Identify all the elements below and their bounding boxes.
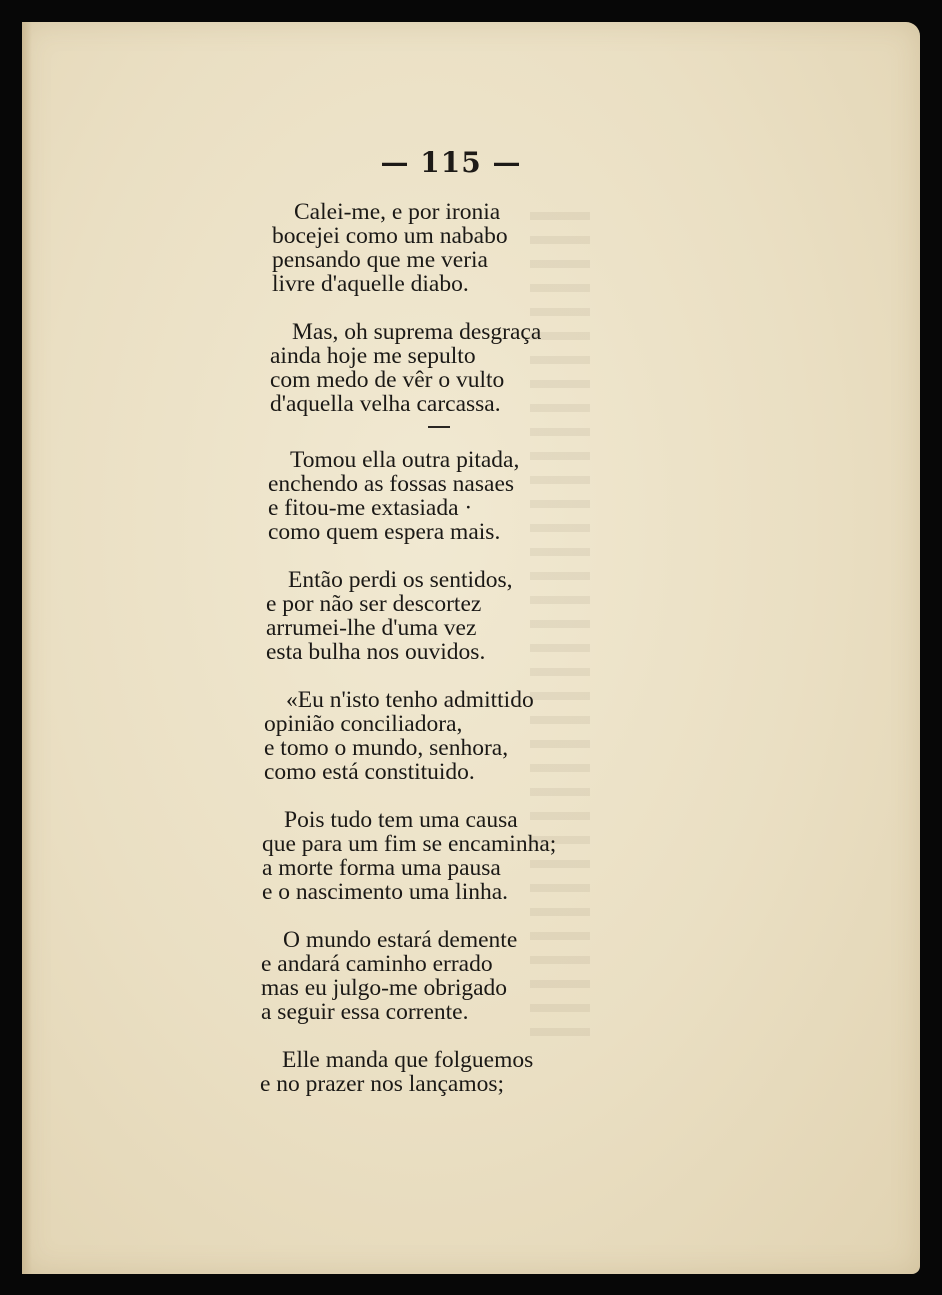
verse-line: Calei-me, e por ironia [294, 199, 501, 225]
verse-line: Mas, oh suprema desgraça [292, 319, 542, 345]
verse-line: como está constituido. [264, 759, 475, 785]
verse-line: Pois tudo tem uma causa [284, 807, 518, 833]
verse-line: e andará caminho errado [261, 951, 493, 977]
verse-line: e o nascimento uma linha. [262, 879, 509, 905]
verse-line: bocejei como um nababo [272, 223, 508, 249]
verse-line: livre d'aquelle diabo. [272, 271, 469, 297]
poem-body [260, 199, 706, 1120]
verse-line: O mundo estará demente [283, 927, 518, 953]
stanza [260, 1048, 706, 1096]
verse-line: Então perdi os sentidos, [288, 567, 513, 593]
verse-line: esta bulha nos ouvidos. [266, 639, 486, 665]
verse-line: e no prazer nos lançamos; [260, 1071, 505, 1097]
verse-line: Elle manda que folguemos [282, 1047, 534, 1073]
stanza [268, 448, 706, 544]
verse-line: d'aquella velha carcassa. [270, 391, 501, 417]
stanza [261, 928, 706, 1024]
stanza [272, 200, 706, 296]
paper-page [22, 22, 920, 1274]
page-gutter [22, 22, 32, 1274]
stanza [266, 568, 706, 664]
verse-line: opinião conciliadora, [264, 711, 463, 737]
verse-line: mas eu julgo-me obrigado [261, 975, 508, 1001]
verse-line: Tomou ella outra pitada, [290, 447, 520, 473]
page-number-header [22, 146, 920, 179]
verse-line: e tomo o mundo, senhora, [264, 735, 509, 761]
verse-line: com medo de vêr o vulto [270, 367, 505, 393]
stanza [264, 688, 706, 784]
verse-line: a seguir essa corrente. [261, 999, 469, 1025]
verse-line: que para um fim se encaminha; [262, 831, 557, 857]
verse-line: e fitou-me extasiada · [268, 495, 473, 521]
verse-line: e por não ser descortez [266, 591, 482, 617]
verse-line: arrumei-lhe d'uma vez [266, 615, 477, 641]
verse-line: enchendo as fossas nasaes [268, 471, 515, 497]
verse-line: pensando que me veria [272, 247, 488, 273]
page-number: — 115 — [380, 146, 522, 179]
verse-line: como quem espera mais. [268, 519, 501, 545]
verse-line: a morte forma uma pausa [262, 855, 501, 881]
verse-line: ainda hoje me sepulto [270, 343, 476, 369]
verse-line: «Eu n'isto tenho admittido [286, 687, 534, 713]
section-divider [428, 426, 450, 428]
stanza [262, 808, 706, 904]
stanza [270, 320, 706, 416]
